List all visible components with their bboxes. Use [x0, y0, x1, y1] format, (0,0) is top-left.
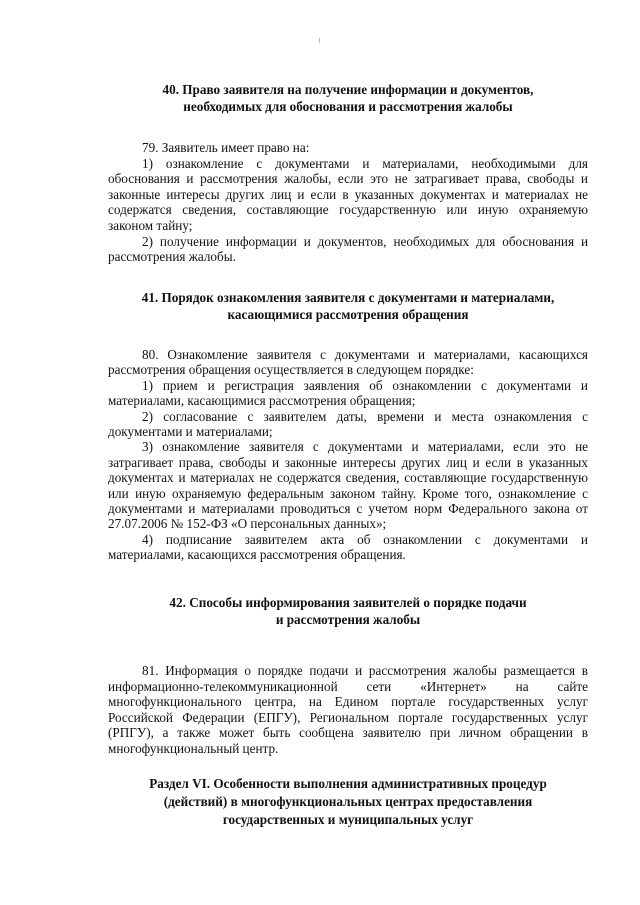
paragraph: 2) согласование с заявителем даты, времени и места ознакомления с документами и материалами;: [108, 408, 588, 440]
title-line: необходимых для обоснования и рассмотрения жалобы: [183, 98, 513, 114]
paragraph: 79. Заявитель имеет право на:: [142, 140, 310, 155]
title-line: и рассмотрения жалобы: [275, 611, 421, 627]
section-title: [108, 82, 588, 115]
scan-mark: [319, 38, 320, 43]
paragraph: 1) прием и регистрация заявления об ознакомлении с документами и материалами, касающимися рассмотрения обращения;: [108, 377, 588, 409]
section-41: [108, 290, 588, 563]
title-line: (действий) в многофункциональных центрах предоставления: [163, 794, 533, 809]
paragraph: 2) получение информации и документов, необходимых для обоснования и рассмотрения жалобы.: [108, 233, 588, 265]
paragraph: 81. Информация о порядке подачи и рассмотрения жалобы размещается в информационно-телекоммуникационной сети «Интернет» на сайте многофункционального центра, на Едином портале государственных услуг Российской Федерации (ЕПГУ), Региональном портале государственных услуг (РПГУ), а также может быть сообщена заявителю при личном обращении в многофункциональный центр.: [108, 663, 588, 756]
title-line: Раздел VI. Особенности выполнения административных процедур: [149, 776, 547, 791]
title-line: 42. Способы информирования заявителей о порядке подачи: [169, 595, 527, 610]
section-42: [108, 595, 588, 757]
paragraph: 4) подписание заявителем акта об ознакомлении с документами и материалами, касающихся рассмотрения обращения.: [108, 531, 588, 563]
title-line: государственных и муниципальных услуг: [222, 812, 474, 827]
paragraph: 80. Ознакомление заявителя с документами и материалами, касающихся рассмотрения обращения осуществляется в следующем порядке:: [108, 347, 588, 378]
section-title: [108, 595, 588, 628]
section-vi: [108, 775, 588, 829]
section-40: [108, 82, 588, 265]
title-line: касающимися рассмотрения обращения: [227, 306, 469, 322]
section-title: [108, 290, 588, 323]
paragraph: 3) ознакомление заявителя с документами и материалами, если это не затрагивает права, свободы и законные интересы других лиц и если в указанных документах и материалах не содержатся сведения, составляющие государственную или иную охраняемую федеральным законом тайну. Кроме того, ознакомление с документами и материалами проводиться с учетом норм Федерального закона от 27.07.2006 № 152-ФЗ «О персональных данных»;: [108, 439, 588, 532]
paragraph: 1) ознакомление с документами и материалами, необходимыми для обоснования и рассмотрения жалобы, если это не затрагивает права, свободы и законные интересы других лиц и если в указанных документах и материалах не содержатся сведения, составляющие государственную или иную охраняемую законом тайну;: [108, 155, 588, 233]
section-title: [108, 775, 588, 829]
title-line: 41. Порядок ознакомления заявителя с документами и материалами,: [141, 290, 555, 305]
title-line: 40. Право заявителя на получение информации и документов,: [162, 82, 534, 97]
